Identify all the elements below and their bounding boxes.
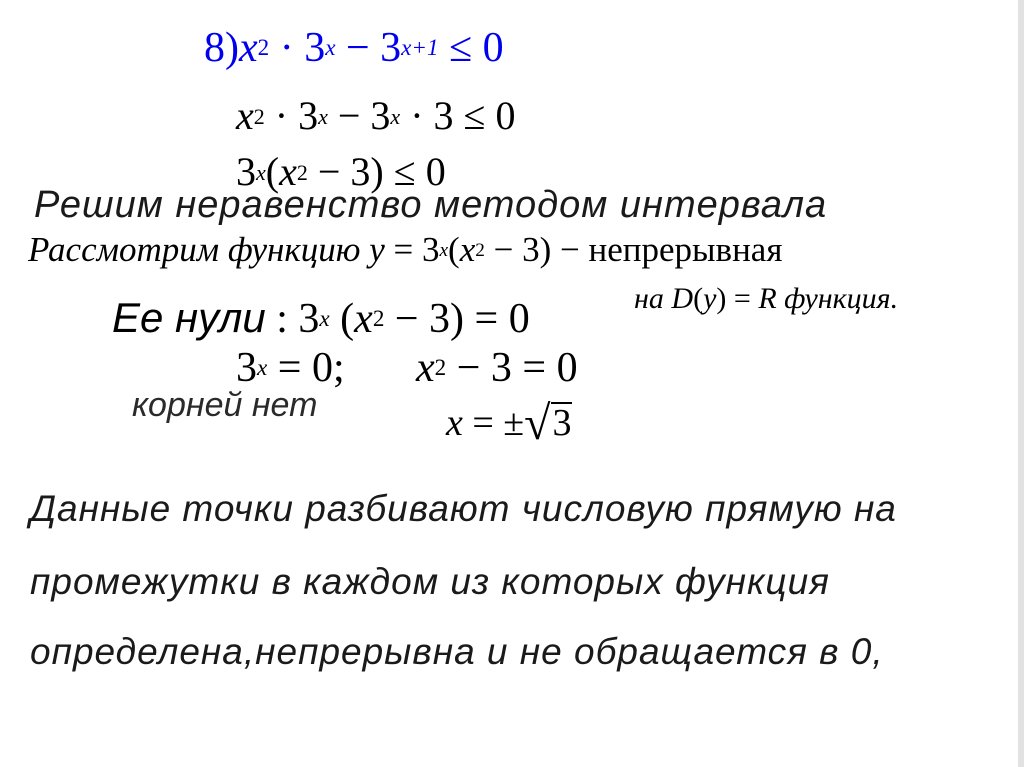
equation-3: $3^x(x^2 - 3) \le 0$: [236, 149, 446, 194]
equation-1: $8)x^2 \cdot 3^x - 3^{x+1} \le 0$: [204, 25, 504, 71]
roots-line: x = ±√3: [446, 397, 572, 450]
case-quadratic: $x^2 - 3 = 0$: [416, 345, 578, 391]
domain-note: на D(y) = R функция.: [634, 282, 899, 315]
equation-2: $x^2 \cdot 3^x - 3^x \cdot 3 \le 0$: [236, 93, 516, 138]
paragraph-line-3: определена,непрерывна и не обращается в 0,: [30, 631, 884, 672]
paragraph-line-1: Данные точки разбивают числовую прямую на: [30, 488, 897, 529]
slide-edge: [1018, 0, 1024, 767]
paragraph-line-2: промежутки в каждом из которых функция: [30, 561, 830, 602]
case-exponential: $3^x = 0$;: [236, 345, 345, 391]
method-heading: Решим неравенство методом интервала: [34, 184, 828, 226]
no-roots-label: корней нет: [132, 386, 318, 424]
consider-function-line: Рассмотрим функцию $y = 3^x(x^2 - 3)$ − непрерывная: [28, 230, 783, 269]
zeros-line: Ее нули : 3$^x$ $(x^2 - 3) = 0$: [112, 294, 530, 342]
